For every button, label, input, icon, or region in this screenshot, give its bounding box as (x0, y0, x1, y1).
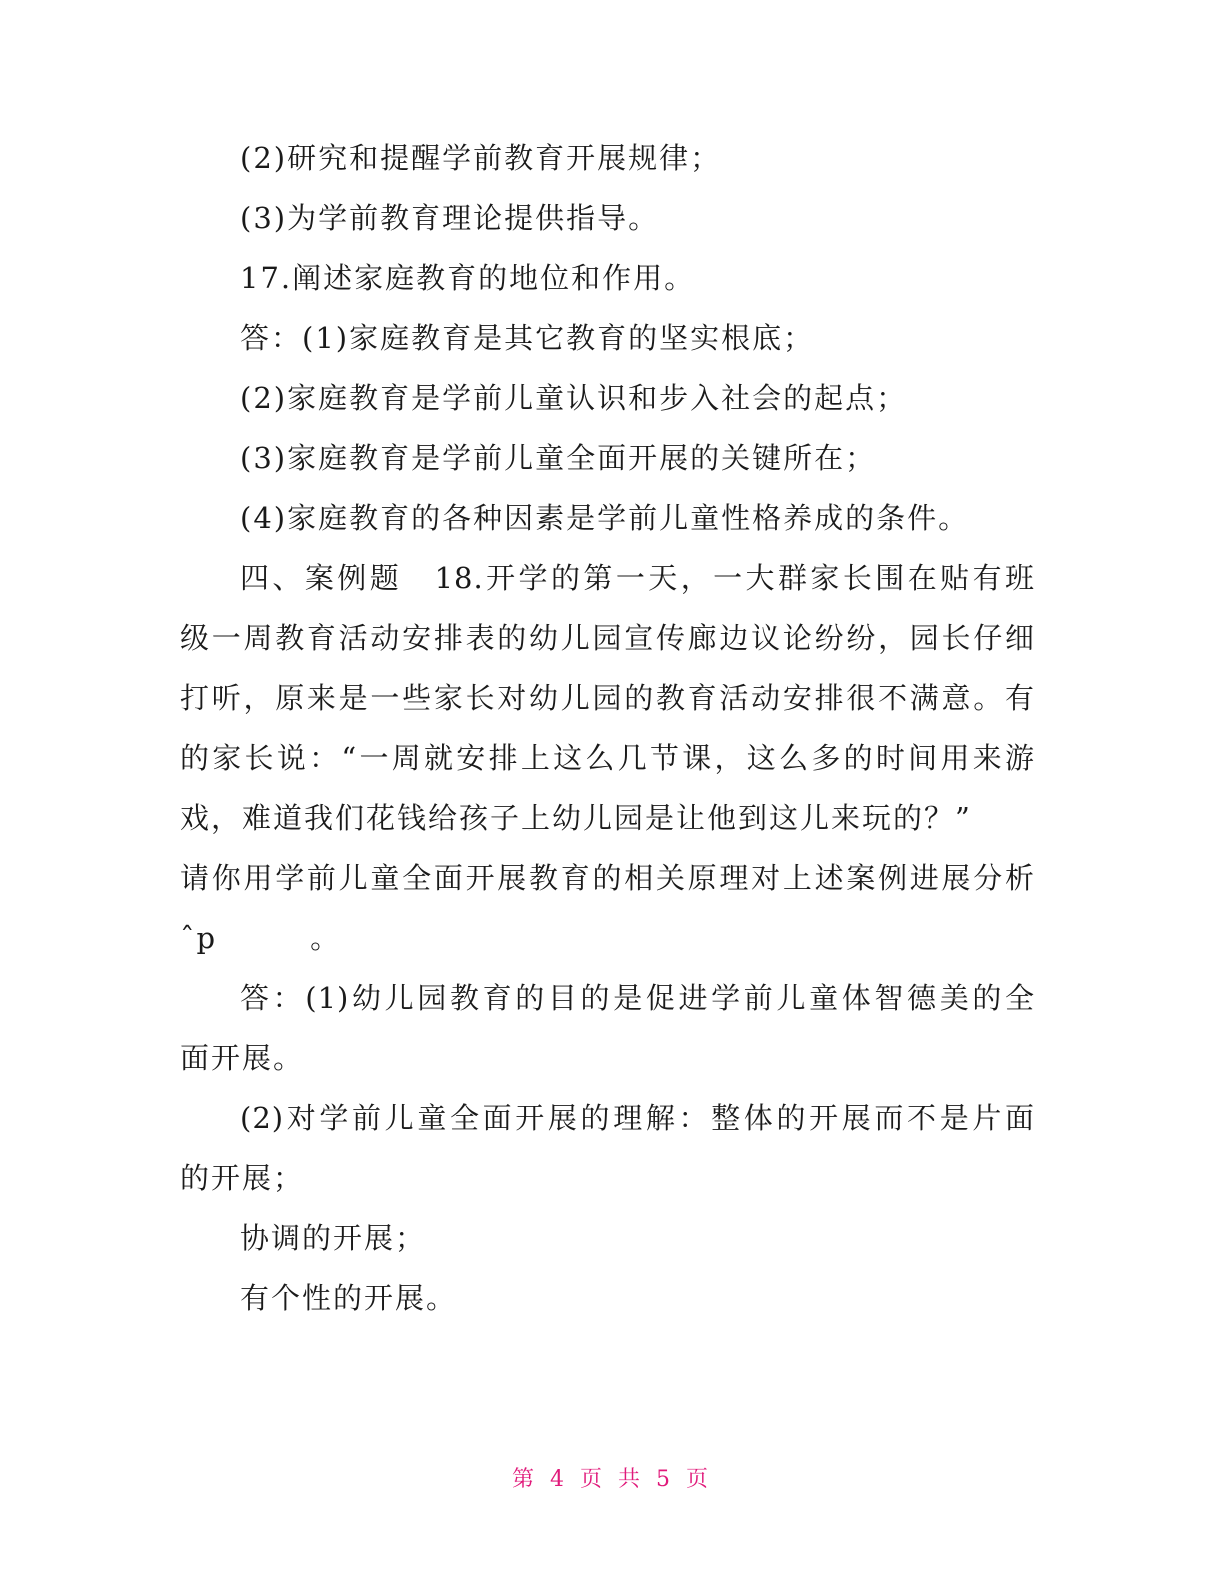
paragraph-line: 级一周教育活动安排表的幼儿园宣传廊边议论纷纷，园长仔细 (180, 621, 1035, 655)
paragraph-line: 的开展； (180, 1161, 305, 1195)
current-page-number: 4 (549, 1467, 568, 1492)
page-footer (0, 1462, 1224, 1493)
document-body (180, 128, 1035, 1328)
text-line: (2)对学前儿童全面开展的理解：整体的开展而不是片面 (240, 1101, 1035, 1135)
text-line: (2)家庭教育是学前儿童认识和步入社会的起点； (240, 381, 908, 415)
paragraph-line: 请你用学前儿童全面开展教育的相关原理对上述案例进展分析 (180, 861, 1035, 895)
paragraph-line: 面开展。 (180, 1041, 305, 1075)
text-line: (2)研究和提醒学前教育开展规律； (240, 141, 722, 175)
text-line: 有个性的开展。 (240, 1281, 458, 1315)
answer-line: 答：(1)幼儿园教育的目的是促进学前儿童体智德美的全 (240, 981, 1035, 1015)
text-line: (3)家庭教育是学前儿童全面开展的关键所在； (240, 441, 877, 475)
question-17: 17.阐述家庭教育的地位和作用。 (240, 261, 696, 295)
footer-word: 页 (579, 1467, 606, 1492)
footer-word: 第 (511, 1467, 538, 1492)
paragraph-line: ˆp 。 (180, 921, 342, 955)
text-line: 协调的开展； (240, 1221, 427, 1255)
text-line: (4)家庭教育的各种因素是学前儿童性格养成的条件。 (240, 501, 970, 535)
paragraph-line: 戏，难道我们花钱给孩子上幼儿园是让他到这儿来玩的？” (180, 801, 972, 835)
text-line: (3)为学前教育理论提供指导。 (240, 201, 660, 235)
footer-word: 页 (686, 1467, 713, 1492)
paragraph-line: 打听，原来是一些家长对幼儿园的教育活动安排很不满意。有 (180, 681, 1035, 715)
case-question-heading: 四、案例题 18.开学的第一天，一大群家长围在贴有班 (240, 561, 1035, 595)
total-page-number: 5 (656, 1467, 675, 1492)
answer-line: 答：(1)家庭教育是其它教育的坚实根底； (240, 321, 815, 355)
footer-word: 共 (618, 1467, 645, 1492)
paragraph-line: 的家长说：“一周就安排上这么几节课，这么多的时间用来游 (180, 741, 1035, 775)
